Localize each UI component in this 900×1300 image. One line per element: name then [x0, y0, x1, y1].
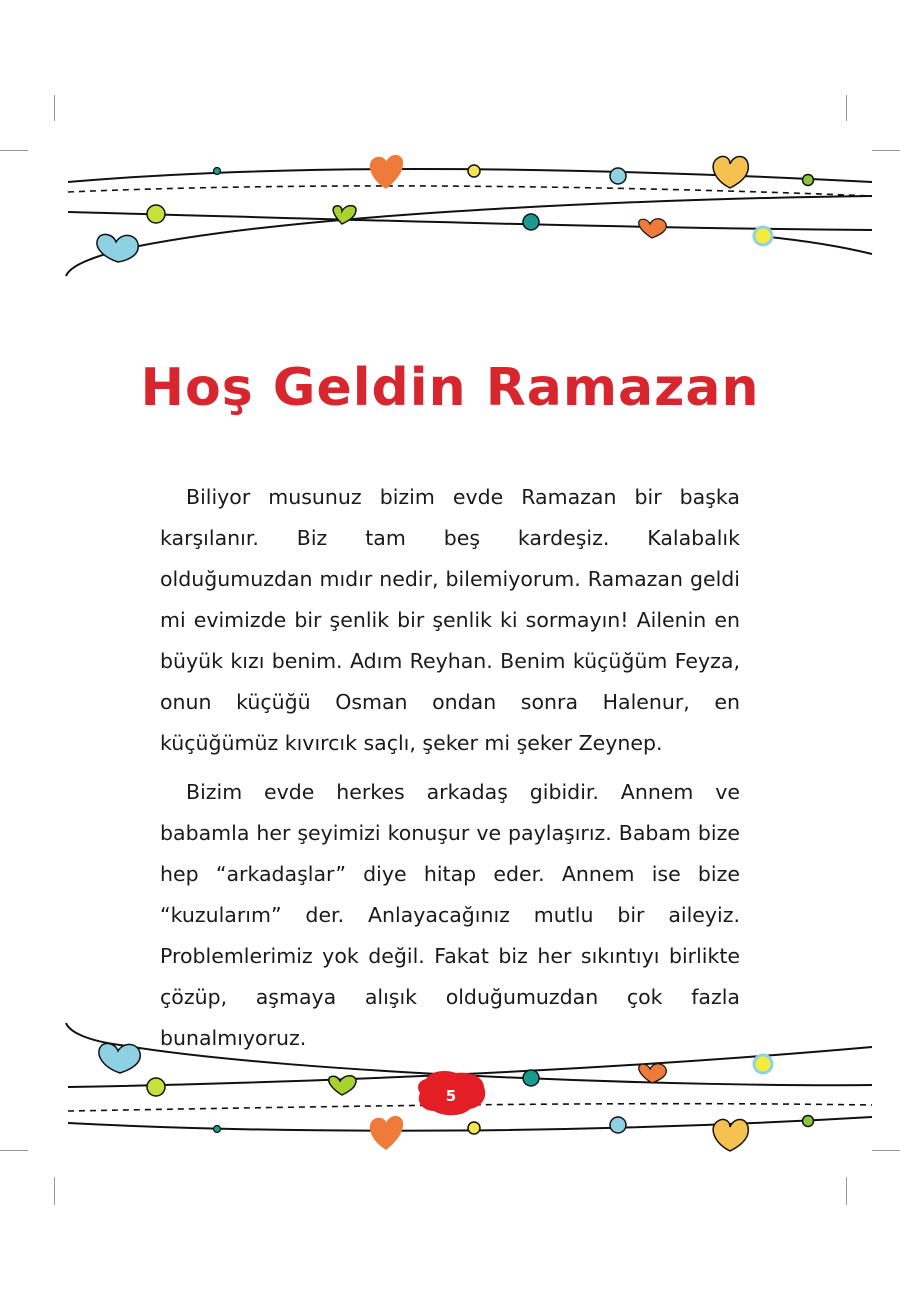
paragraph: Bizim evde herkes arkadaş gibidir. Annem ve babamla her şeyimizi konuşur ve paylaşırız. Babam bize hep “arkadaşlar” diye hitap eder. Annem ise bize “kuzularım” der. Anlayacağınız mutlu bir aileyiz. Problemlerimiz yok değil. Fakat biz her sıkıntıyı birlikte çözüp, aşmaya alışık olduğumuzdan çok fazla bunalmıyoruz.	[160, 780, 740, 1050]
crop-mark	[846, 95, 847, 121]
heart-icon	[371, 1117, 403, 1149]
bead-icon	[468, 165, 480, 177]
heart-icon	[639, 1064, 667, 1083]
bead-icon	[147, 205, 165, 223]
crop-mark	[54, 95, 55, 121]
page-number: 5	[445, 1087, 457, 1105]
string-line	[68, 186, 872, 196]
bead-icon	[214, 168, 221, 175]
bead-icon	[523, 1070, 539, 1086]
heart-icon	[329, 1076, 356, 1095]
bead-icon	[803, 175, 814, 186]
bead-icon	[523, 214, 539, 230]
heart-icon	[639, 219, 667, 238]
heart-icon	[713, 156, 748, 188]
bead-icon	[214, 1126, 221, 1133]
heart-icon	[97, 234, 138, 262]
paragraph: Biliyor musunuz bizim evde Ramazan bir başka karşılanır. Biz tam beş kardeşiz. Kalabalık olduğumuzdan mıdır nedir, bilemiyorum. Ramazan geldi mi evimizde bir şenlik bir şenlik ki sormayın! Ailenin en büyük kızı benim. Adım Reyhan. Benim küçüğüm Feyza, onun küçüğü Osman ondan sonra Halenur, en küçüğümüz kıvırcık saçlı, şeker mi şeker Zeynep.	[160, 485, 740, 755]
heart-icon	[713, 1119, 748, 1151]
crop-mark	[846, 1177, 847, 1205]
string-line	[760, 236, 872, 254]
string-line	[68, 212, 872, 230]
heart-icon	[99, 1043, 140, 1073]
bead-icon	[468, 1122, 480, 1134]
top-garland	[0, 140, 900, 285]
page-title: Hoş Geldin Ramazan	[140, 358, 760, 418]
bead-icon	[610, 168, 626, 184]
bead-icon	[803, 1116, 814, 1127]
heart-icon	[371, 156, 403, 188]
bead-icon	[147, 1078, 165, 1096]
string-line	[66, 196, 872, 276]
story-text	[160, 477, 740, 1067]
bead-icon	[610, 1117, 626, 1133]
bead-icon	[754, 1055, 772, 1073]
crop-mark	[54, 1177, 55, 1205]
bead-icon	[754, 227, 772, 245]
